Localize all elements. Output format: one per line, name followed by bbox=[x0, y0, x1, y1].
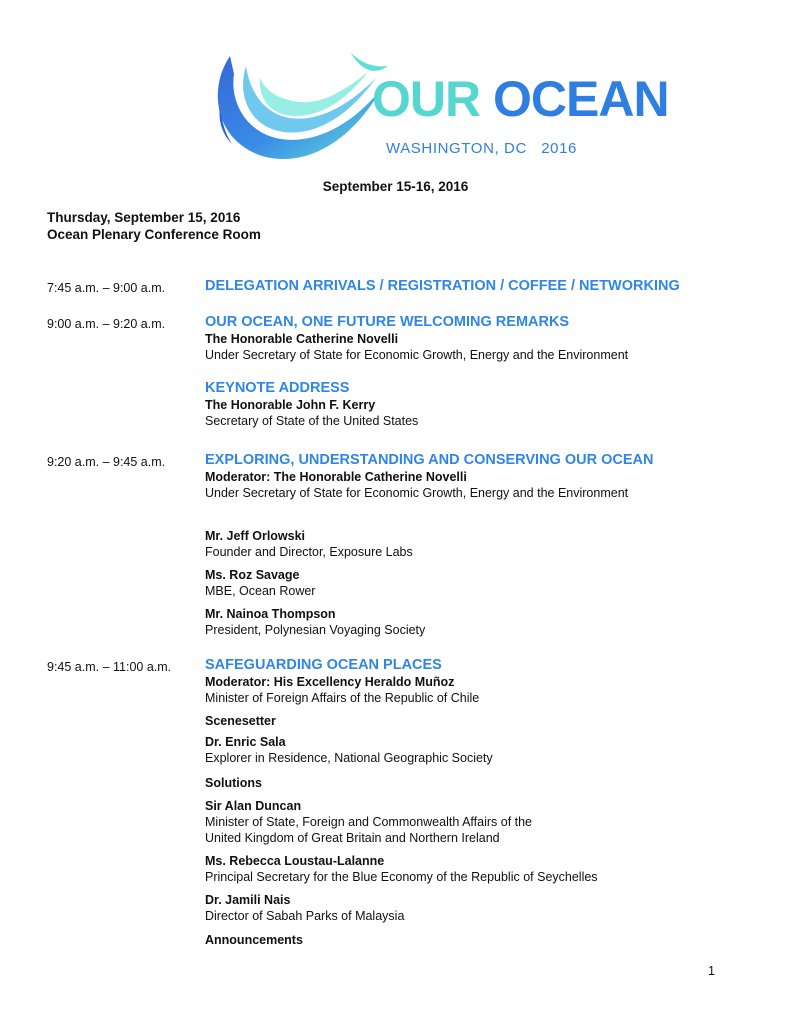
agenda-session bbox=[205, 657, 765, 948]
speaker-name: Dr. Enric Sala bbox=[205, 735, 286, 749]
session-time: 9:45 a.m. – 11:00 a.m. bbox=[47, 660, 172, 674]
section-label: Solutions bbox=[205, 776, 262, 790]
session-title: KEYNOTE ADDRESS bbox=[205, 380, 350, 396]
session-time: 9:20 a.m. – 9:45 a.m. bbox=[47, 455, 166, 469]
speaker-role: United Kingdom of Great Britain and Northern Ireland bbox=[205, 831, 500, 845]
speaker-role: Director of Sabah Parks of Malaysia bbox=[205, 909, 405, 923]
speaker-role: MBE, Ocean Rower bbox=[205, 584, 316, 598]
speaker-role: Minister of State, Foreign and Commonwealth Affairs of the bbox=[205, 815, 533, 829]
speaker-name: Ms. Rebecca Loustau-Lalanne bbox=[205, 854, 385, 868]
session-time: 9:00 a.m. – 9:20 a.m. bbox=[47, 317, 166, 331]
speaker-role: President, Polynesian Voyaging Society bbox=[205, 623, 426, 637]
logo-word-ocean: OCEAN bbox=[493, 71, 669, 127]
speaker-name: The Honorable John F. Kerry bbox=[205, 398, 376, 412]
day-date: Thursday, September 15, 2016 bbox=[47, 210, 241, 225]
logo-subtitle: WASHINGTON, DC 2016 bbox=[386, 140, 577, 157]
section-label: Announcements bbox=[205, 933, 303, 947]
speaker-name: Ms. Roz Savage bbox=[205, 568, 300, 582]
our-ocean-logo bbox=[200, 48, 669, 168]
speaker-name: Dr. Jamili Nais bbox=[205, 893, 291, 907]
moderator-name: Moderator: The Honorable Catherine Novelli bbox=[205, 470, 467, 484]
session-time: 7:45 a.m. – 9:00 a.m. bbox=[47, 281, 166, 295]
agenda-session bbox=[205, 278, 765, 295]
speaker-role: Under Secretary of State for Economic Growth, Energy and the Environment bbox=[205, 348, 629, 362]
day-venue: Ocean Plenary Conference Room bbox=[47, 227, 261, 242]
speaker-name: Mr. Nainoa Thompson bbox=[205, 607, 336, 621]
speaker-name: Sir Alan Duncan bbox=[205, 799, 302, 813]
moderator-role: Under Secretary of State for Economic Growth, Energy and the Environment bbox=[205, 486, 629, 500]
speaker-role: Explorer in Residence, National Geographic Society bbox=[205, 751, 493, 765]
logo-word-our: OUR bbox=[372, 71, 481, 127]
session-title: SAFEGUARDING OCEAN PLACES bbox=[205, 657, 442, 673]
speaker-name: The Honorable Catherine Novelli bbox=[205, 332, 399, 346]
day-header bbox=[47, 209, 261, 243]
wave-swirl-icon bbox=[200, 48, 400, 168]
session-title: OUR OCEAN, ONE FUTURE WELCOMING REMARKS bbox=[205, 314, 570, 330]
speaker-role: Founder and Director, Exposure Labs bbox=[205, 545, 413, 559]
speaker-role: Principal Secretary for the Blue Economy of the Republic of Seychelles bbox=[205, 870, 598, 884]
moderator-role: Minister of Foreign Affairs of the Republic of Chile bbox=[205, 691, 480, 705]
session-title: DELEGATION ARRIVALS / REGISTRATION / COFFEE / NETWORKING bbox=[205, 278, 680, 294]
session-title: EXPLORING, UNDERSTANDING AND CONSERVING OUR OCEAN bbox=[205, 452, 654, 468]
speaker-name: Mr. Jeff Orlowski bbox=[205, 529, 306, 543]
section-label: Scenesetter bbox=[205, 714, 276, 728]
logo-wordmark bbox=[372, 71, 669, 127]
event-dates: September 15-16, 2016 bbox=[322, 179, 469, 194]
page-number: 1 bbox=[708, 964, 715, 978]
agenda-session bbox=[205, 314, 765, 429]
agenda-session bbox=[205, 452, 765, 638]
moderator-name: Moderator: His Excellency Heraldo Muñoz bbox=[205, 675, 455, 689]
speaker-role: Secretary of State of the United States bbox=[205, 414, 419, 428]
